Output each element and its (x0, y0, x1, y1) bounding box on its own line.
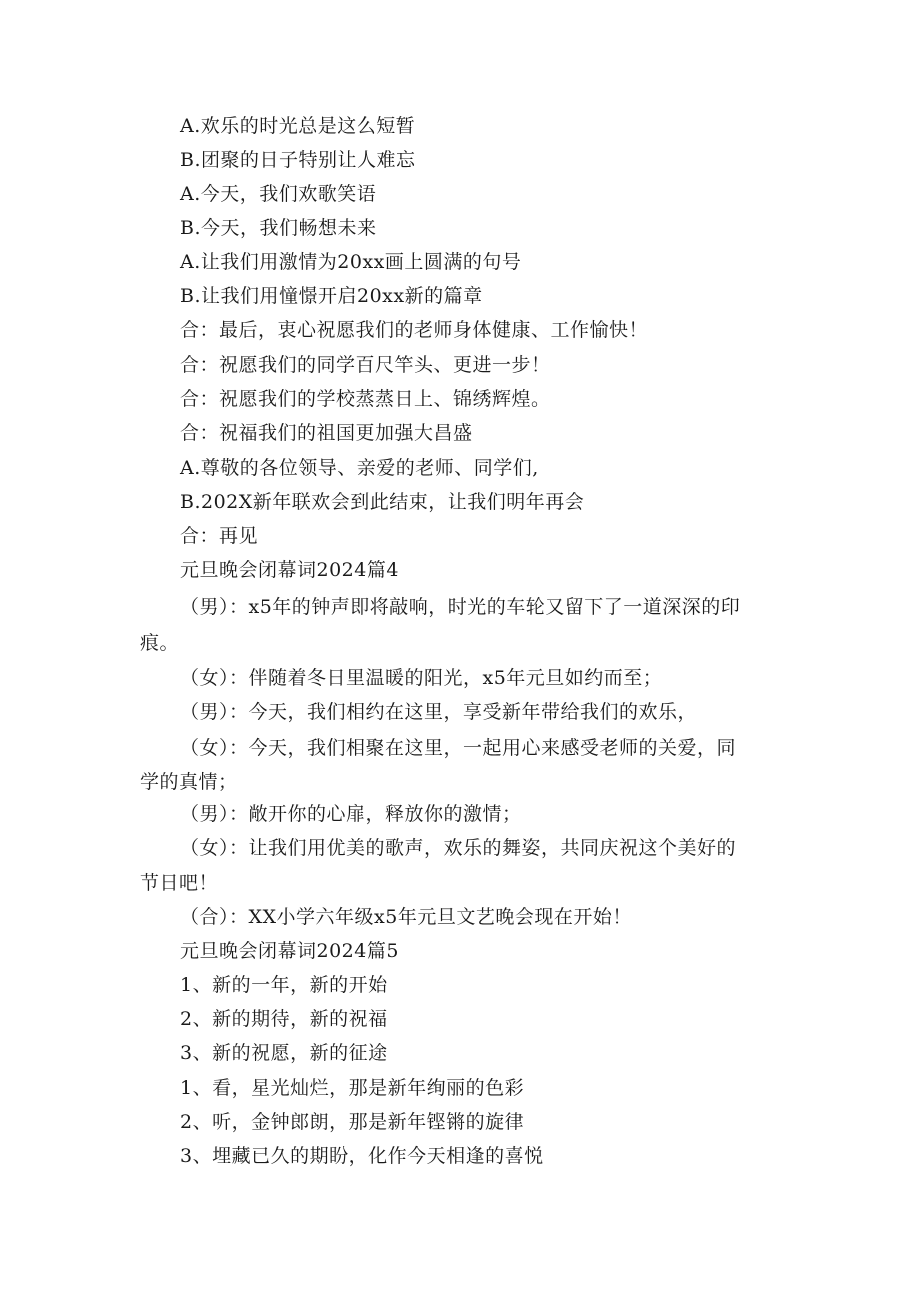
dialogue-line: B.202X新年联欢会到此结束，让我们明年再会 (180, 491, 585, 513)
dialogue-line: A.尊敬的各位领导、亲爱的老师、同学们, (180, 457, 539, 479)
dialogue-line: 3、埋藏已久的期盼，化作今天相逢的喜悦 (180, 1145, 544, 1167)
dialogue-line: （女）：让我们用优美的歌声，欢乐的舞姿，共同庆祝这个美好的 (180, 837, 737, 859)
dialogue-line: （合）：XX小学六年级x5年元旦文艺晚会现在开始！ (180, 906, 632, 928)
dialogue-line: 合：再见 (180, 525, 259, 547)
dialogue-line: 2、新的期待，新的祝福 (180, 1008, 388, 1030)
dialogue-line: A.今天，我们欢歌笑语 (180, 183, 377, 205)
dialogue-line: （女）：今天，我们相聚在这里，一起用心来感受老师的关爱，同 (180, 737, 737, 759)
dialogue-line: B.今天，我们畅想未来 (180, 217, 377, 239)
dialogue-line: 3、新的祝愿，新的征途 (180, 1042, 388, 1064)
dialogue-line: 1、看，星光灿烂，那是新年绚丽的色彩 (180, 1077, 525, 1099)
section-heading: 元旦晚会闭幕词2024篇4 (180, 559, 399, 581)
dialogue-line: B.让我们用憧憬开启20xx新的篇章 (180, 285, 483, 307)
dialogue-line-continued: 节日吧！ (140, 872, 219, 894)
dialogue-line: 合：祝福我们的祖国更加强大昌盛 (180, 422, 473, 444)
dialogue-line: 合：最后，衷心祝愿我们的老师身体健康、工作愉快！ (180, 319, 649, 341)
dialogue-line: 1、新的一年，新的开始 (180, 974, 388, 996)
dialogue-line-continued: 学的真情； (140, 771, 238, 793)
dialogue-line: A.欢乐的时光总是这么短暂 (180, 115, 416, 137)
dialogue-line: （男）：今天，我们相约在这里，享受新年带给我们的欢乐， (180, 701, 698, 723)
dialogue-line-continued: 痕。 (140, 632, 180, 654)
dialogue-line: A.让我们用激情为20xx画上圆满的句号 (180, 251, 522, 273)
dialogue-line: （男）：x5年的钟声即将敲响，时光的车轮又留下了一道深深的印 (180, 596, 741, 618)
dialogue-line: （男）：敞开你的心扉，释放你的激情； (180, 803, 522, 825)
dialogue-line: B.团聚的日子特别让人难忘 (180, 149, 416, 171)
dialogue-line: 合：祝愿我们的学校蒸蒸日上、锦绣辉煌。 (180, 388, 551, 410)
dialogue-line: 合：祝愿我们的同学百尺竿头、更进一步！ (180, 354, 551, 376)
section-heading: 元旦晚会闭幕词2024篇5 (180, 940, 399, 962)
dialogue-line: （女）：伴随着冬日里温暖的阳光，x5年元旦如约而至； (180, 667, 663, 689)
dialogue-line: 2、听，金钟郎朗，那是新年铿锵的旋律 (180, 1111, 525, 1133)
